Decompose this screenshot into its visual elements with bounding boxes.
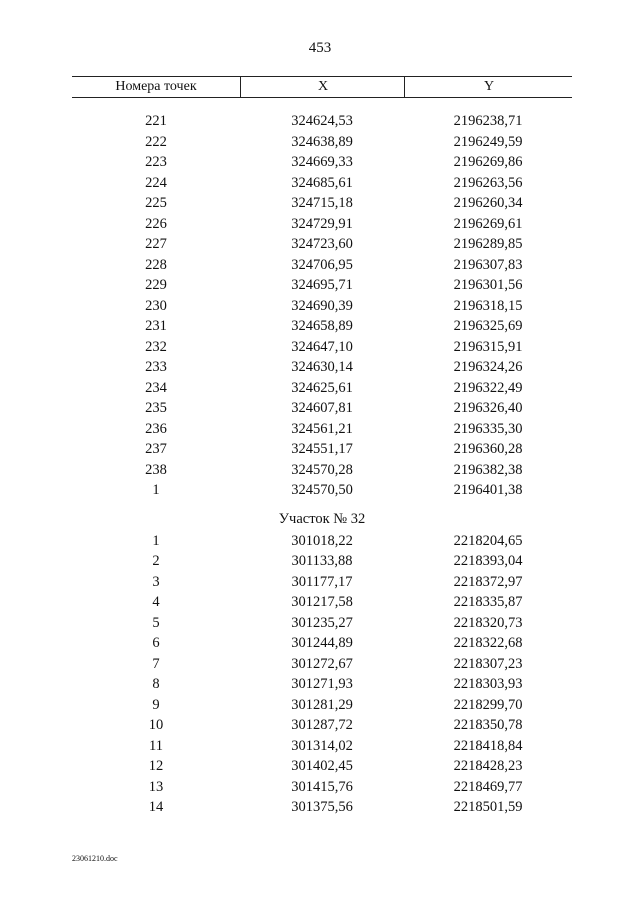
y-coordinate-cell: 2218303,93: [453, 676, 523, 692]
table-row: [72, 296, 572, 317]
table-row: [72, 255, 572, 276]
x-coordinate-cell: 301281,29: [291, 696, 353, 713]
point-number-cell: 12: [148, 758, 164, 774]
table-row: [72, 674, 572, 695]
y-coordinate-cell: 2196269,86: [453, 154, 523, 170]
x-coordinate-cell: 301133,88: [291, 553, 353, 569]
table-row: [72, 275, 572, 296]
point-number-cell: 11: [149, 737, 163, 754]
point-number-cell: 1: [152, 482, 160, 498]
point-number-cell: 2: [152, 553, 160, 569]
table-row: [72, 398, 572, 419]
y-coordinate-cell: 2196401,38: [453, 482, 523, 498]
x-coordinate-cell: 324729,91: [291, 215, 353, 232]
y-coordinate-cell: 2196360,28: [453, 441, 523, 457]
point-number-cell: 231: [145, 318, 167, 334]
point-number-cell: 7: [152, 655, 160, 672]
table-row: [72, 551, 572, 572]
x-coordinate-cell: 324669,33: [291, 154, 353, 170]
table-row: [72, 572, 572, 593]
x-coordinate-cell: 324638,89: [291, 133, 353, 150]
y-coordinate-cell: 2196249,59: [453, 133, 523, 150]
point-number-cell: 8: [152, 676, 160, 692]
table-row: [72, 756, 572, 777]
table-row: [72, 152, 572, 173]
point-number-cell: 234: [145, 379, 167, 396]
y-coordinate-cell: 2196307,83: [453, 256, 523, 273]
point-number-cell: 235: [145, 400, 167, 416]
point-number-cell: 10: [148, 717, 164, 733]
point-number-cell: 221: [145, 113, 167, 129]
point-number-cell: 5: [152, 614, 160, 631]
x-coordinate-cell: 324723,60: [291, 236, 353, 252]
table-row: [72, 378, 572, 399]
y-coordinate-cell: 2218335,87: [453, 594, 523, 610]
y-coordinate-cell: 2196260,34: [453, 195, 523, 211]
table-row: [72, 633, 572, 654]
table-row: [72, 531, 572, 552]
y-coordinate-cell: 2196263,56: [453, 174, 523, 191]
point-number-cell: 6: [152, 635, 160, 651]
y-coordinate-cell: 2218350,78: [453, 717, 523, 733]
x-coordinate-cell: 301314,02: [291, 737, 353, 754]
point-number-cell: 228: [145, 256, 167, 273]
x-coordinate-cell: 301244,89: [291, 635, 353, 651]
x-coordinate-cell: 301287,72: [291, 717, 353, 733]
point-number-cell: 233: [145, 359, 167, 375]
table-row: [72, 715, 572, 736]
y-coordinate-cell: 2218299,70: [453, 696, 523, 713]
y-coordinate-cell: 2196318,15: [453, 297, 523, 314]
coordinates-table-body: [72, 111, 572, 818]
y-coordinate-cell: 2218372,97: [453, 573, 523, 590]
table-row: [72, 214, 572, 235]
point-number-cell: 3: [152, 573, 160, 590]
y-coordinate-cell: 2196326,40: [453, 400, 523, 416]
y-coordinate-cell: 2218307,23: [453, 655, 523, 672]
table-row: [72, 357, 572, 378]
point-number-cell: 236: [145, 420, 167, 437]
table-row: [72, 654, 572, 675]
point-number-cell: 238: [145, 461, 167, 478]
x-coordinate-cell: 324690,39: [291, 297, 353, 314]
x-coordinate-cell: 301177,17: [291, 573, 353, 590]
x-coordinate-cell: 324715,18: [291, 195, 353, 211]
table-row: [72, 460, 572, 481]
x-coordinate-cell: 301375,56: [291, 799, 353, 815]
header-x: X: [240, 77, 405, 97]
header-y: Y: [404, 77, 573, 97]
point-number-cell: 9: [152, 696, 160, 713]
table-row: [72, 337, 572, 358]
x-coordinate-cell: 301415,76: [291, 778, 353, 795]
y-coordinate-cell: 2218418,84: [453, 737, 523, 754]
y-coordinate-cell: 2218204,65: [453, 532, 523, 549]
x-coordinate-cell: 301235,27: [291, 614, 353, 631]
point-number-cell: 223: [145, 154, 167, 170]
point-number-cell: 224: [145, 174, 167, 191]
y-coordinate-cell: 2196322,49: [453, 379, 523, 396]
table-row: [72, 316, 572, 337]
x-coordinate-cell: 324551,17: [291, 441, 353, 457]
y-coordinate-cell: 2196301,56: [453, 277, 523, 293]
y-coordinate-cell: 2196269,61: [453, 215, 523, 232]
table-row: [72, 613, 572, 634]
x-coordinate-cell: 301018,22: [291, 532, 353, 549]
y-coordinate-cell: 2218393,04: [453, 553, 523, 569]
point-number-cell: 1: [152, 532, 160, 549]
x-coordinate-cell: 324624,53: [291, 113, 353, 129]
table-row: [72, 736, 572, 757]
y-coordinate-cell: 2196335,30: [453, 420, 523, 437]
y-coordinate-cell: 2196324,26: [453, 359, 523, 375]
y-coordinate-cell: 2218320,73: [453, 614, 523, 631]
table-row: [72, 777, 572, 798]
section-title: Участок № 32: [278, 510, 366, 527]
x-coordinate-cell: 324561,21: [291, 420, 353, 437]
x-coordinate-cell: 324685,61: [291, 174, 353, 191]
x-coordinate-cell: 324706,95: [291, 256, 353, 273]
point-number-cell: 222: [145, 133, 167, 150]
table-row: [72, 419, 572, 440]
x-coordinate-cell: 301272,67: [291, 655, 353, 672]
point-number-cell: 232: [145, 338, 167, 355]
table-row: [72, 480, 572, 501]
x-coordinate-cell: 324570,50: [291, 482, 353, 498]
table-row: [72, 797, 572, 818]
table-header: [72, 76, 572, 98]
x-coordinate-cell: 324630,14: [291, 359, 353, 375]
y-coordinate-cell: 2218501,59: [453, 799, 523, 815]
x-coordinate-cell: 301217,58: [291, 594, 353, 610]
coordinates-group-2: [72, 531, 572, 818]
table-row: [72, 173, 572, 194]
x-coordinate-cell: 301271,93: [291, 676, 353, 692]
table-row: [72, 132, 572, 153]
x-coordinate-cell: 324607,81: [291, 400, 353, 416]
table-row: [72, 592, 572, 613]
y-coordinate-cell: 2196382,38: [453, 461, 523, 478]
y-coordinate-cell: 2196315,91: [453, 338, 523, 355]
y-coordinate-cell: 2218322,68: [453, 635, 523, 651]
point-number-cell: 226: [145, 215, 167, 232]
y-coordinate-cell: 2218428,23: [453, 758, 523, 774]
point-number-cell: 14: [148, 799, 164, 815]
y-coordinate-cell: 2196238,71: [453, 113, 523, 129]
point-number-cell: 4: [152, 594, 160, 610]
x-coordinate-cell: 324695,71: [291, 277, 353, 293]
header-point-numbers: Номера точек: [115, 79, 197, 94]
point-number-cell: 230: [145, 297, 167, 314]
point-number-cell: 225: [145, 195, 167, 211]
table-row: [72, 695, 572, 716]
table-row: [72, 439, 572, 460]
y-coordinate-cell: 2196325,69: [453, 318, 523, 334]
x-coordinate-cell: 324658,89: [291, 318, 353, 334]
point-number-cell: 237: [145, 441, 167, 457]
y-coordinate-cell: 2218469,77: [453, 778, 523, 795]
point-number-cell: 229: [145, 277, 167, 293]
point-number-cell: 227: [145, 236, 167, 252]
point-number-cell: 13: [148, 778, 164, 795]
coordinates-group-1: [72, 111, 572, 501]
x-coordinate-cell: 324625,61: [291, 379, 353, 396]
y-coordinate-cell: 2196289,85: [453, 236, 523, 252]
footer-filename: 23061210.doc: [72, 854, 118, 863]
x-coordinate-cell: 301402,45: [291, 758, 353, 774]
x-coordinate-cell: 324647,10: [291, 338, 353, 355]
table-row: [72, 111, 572, 132]
page-number: 453: [308, 40, 332, 56]
table-row: [72, 234, 572, 255]
table-row: [72, 193, 572, 214]
x-coordinate-cell: 324570,28: [291, 461, 353, 478]
